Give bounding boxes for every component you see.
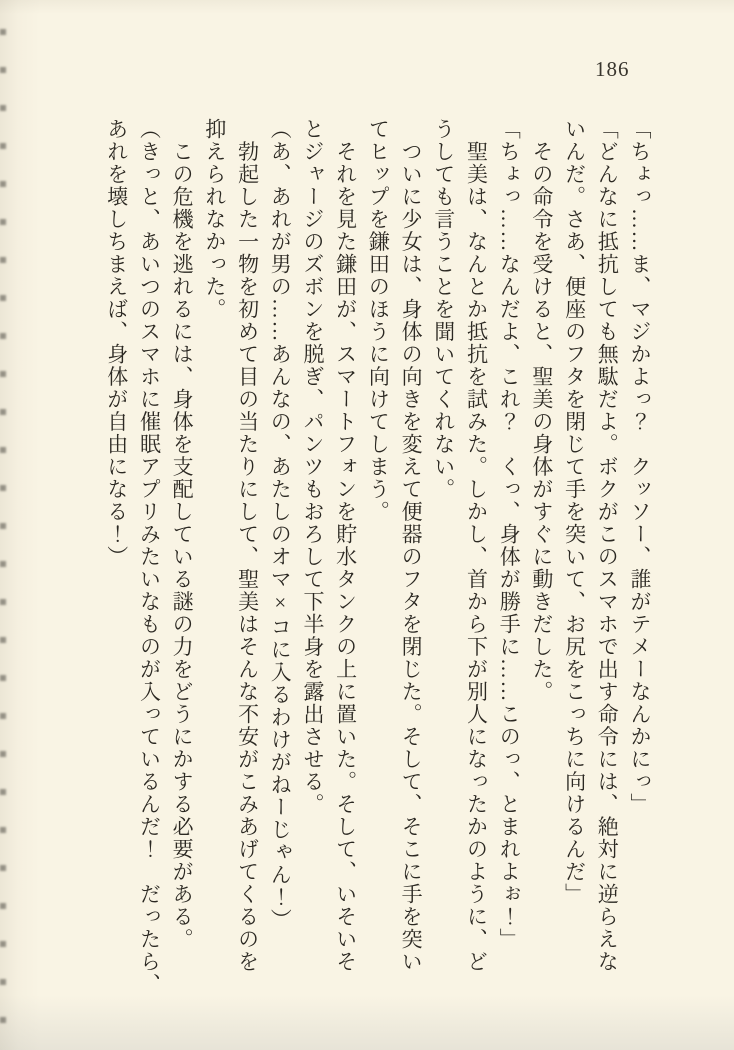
text-column: 「ちょっ……なんだよ、これ？ くっ、身体が勝手に……このっ、とまれよぉ！」 [497, 118, 522, 951]
page-number: 186 [595, 57, 630, 81]
text-column: その命令を受けると、聖美の身体がすぐに動きだした。 [529, 118, 554, 703]
text-column: （きっと、あいつのスマホに催眠アプリみたいなものが入っているんだ！ だったら、 [137, 118, 162, 996]
text-column: てヒップを鎌田のほうに向けてしまう。 [366, 118, 391, 523]
text-column: 勃起した一物を初めて目の当たりにして、聖美はそんな不安がこみあげてくるのを [235, 118, 260, 973]
vertical-text-block [99, 118, 656, 1006]
text-column: とジャージのズボンを脱ぎ、パンツもおろして下半身を露出させる。 [300, 118, 325, 816]
binding-edge-artifacts [0, 0, 6, 1050]
text-column: 抑えられなかった。 [202, 118, 227, 321]
text-column: 聖美は、なんとか抵抗を試みた。しかし、首から下が別人になったかのように、ど [464, 118, 489, 973]
text-column: 「ちょっ……ま、マジかよっ？ クッソー、誰がテメーなんかにっ」 [628, 118, 652, 816]
text-column: この危機を逃れるには、身体を支配している謎の力をどうにかする必要がある。 [170, 118, 195, 951]
text-column: ついに少女は、身体の向きを変えて便器のフタを閉じた。そして、そこに手を突い [399, 118, 424, 973]
text-column: いんだ。さあ、便座のフタを閉じて手を突いて、お尻をこっちに向けるんだ」 [562, 118, 587, 906]
text-column: それを見た鎌田が、スマートフォンを貯水タンクの上に置いた。そして、いそいそ [333, 118, 358, 973]
text-column: うしても言うことを聞いてくれない。 [431, 118, 456, 501]
text-column: （あ、あれが男の……あんなの、あたしのオマ×コに入るわけがねーじゃん！） [268, 118, 293, 931]
text-column: あれを壊しちまえば、身体が自由になる！） [104, 118, 129, 568]
text-column: 「どんなに抵抗しても無駄だよ。ボクがこのスマホで出す命令には、絶対に逆らえな [595, 118, 620, 973]
